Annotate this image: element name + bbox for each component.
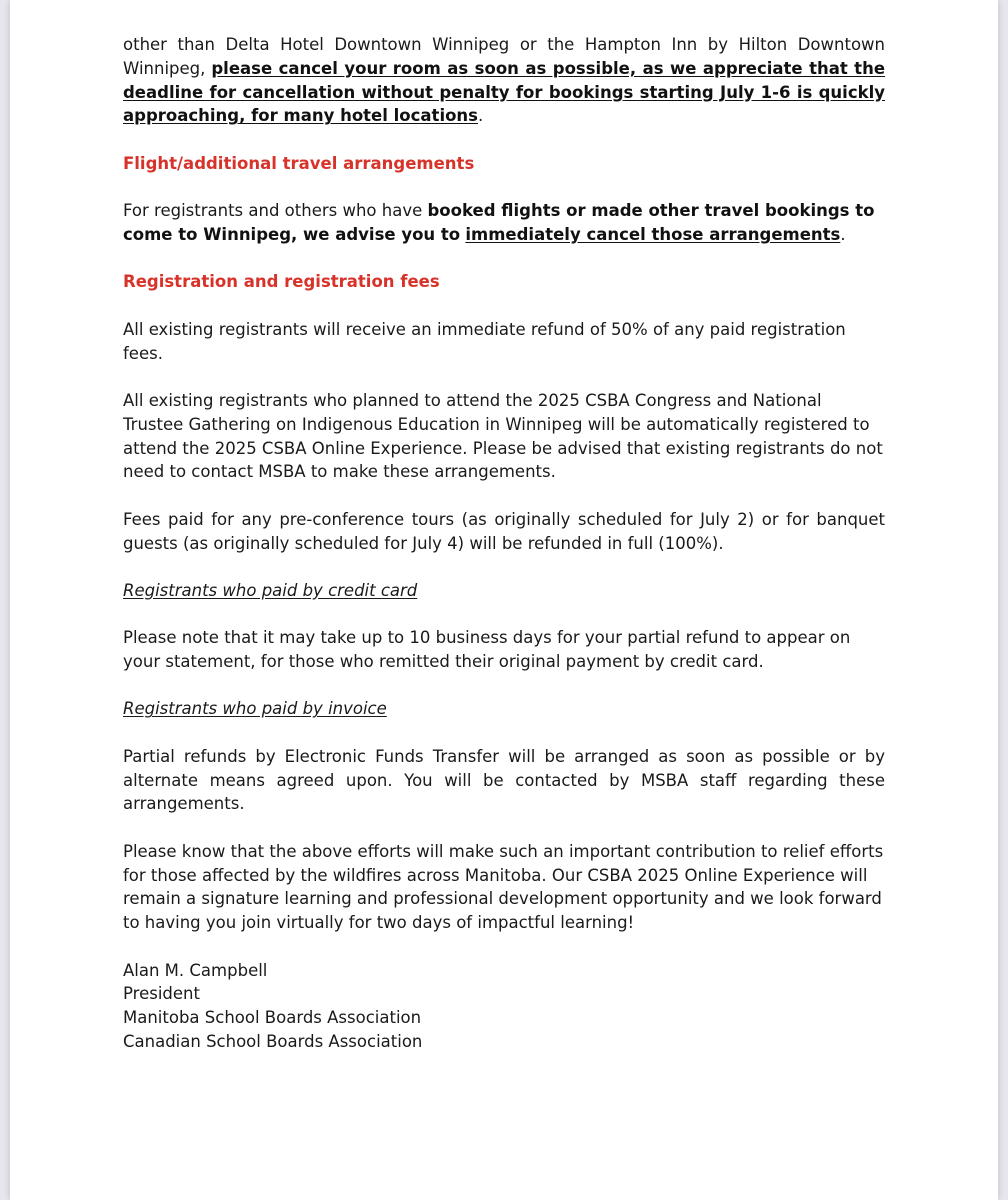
- invoice-subheading-text: Registrants who paid by invoice: [123, 699, 387, 719]
- registration-fees-paragraph: Fees paid for any pre-conference tours (as originally scheduled for July 2) or for banquet guests (as originally scheduled for July 4) will be refunded in full (100%).: [123, 509, 885, 553]
- document-page: [10, 0, 998, 1200]
- flight-end: .: [840, 224, 846, 244]
- hotel-end: .: [478, 106, 484, 126]
- registration-heading: Registration and registration fees: [123, 272, 440, 292]
- letter-body: [123, 33, 885, 1054]
- closing-paragraph: Please know that the above efforts will make such an important contribution to relief efforts for those affected by the wildfires across Manitoba. Our CSBA 2025 Online Experience will remain a signature learning and professional development opportunity and we look forward to having you join virtually for two days of impactful learning!: [123, 841, 884, 933]
- hotel-lead: other than Delta Hotel Downtown Winnipeg or the Hampton Inn by Hilton Downtown Winnipeg,: [123, 35, 885, 78]
- signature-block: [123, 959, 885, 1054]
- invoice-subheading: [123, 697, 885, 721]
- signature-org-msba: Manitoba School Boards Association: [123, 1008, 422, 1028]
- hotel-cancel-notice: please cancel your room as soon as possible, as we appreciate that the deadline for cancellation without penalty for bookings starting July 1-6 is quickly approaching, for many hotel locations: [123, 58, 886, 126]
- credit-card-paragraph: Please note that it may take up to 10 business days for your partial refund to appear on your statement, for those who remitted their original payment by credit card.: [123, 628, 851, 672]
- flight-heading: Flight/additional travel arrangements: [123, 153, 475, 173]
- signature-org-csba: Canadian School Boards Association: [123, 1032, 423, 1052]
- flight-cancel-notice: immediately cancel those arrangements: [465, 224, 841, 244]
- registration-refund-paragraph: All existing registrants will receive an immediate refund of 50% of any paid registration fees.: [123, 319, 846, 363]
- credit-card-subheading: [123, 579, 885, 603]
- signature-name: Alan M. Campbell: [123, 960, 268, 980]
- invoice-paragraph: Partial refunds by Electronic Funds Transfer will be arranged as soon as possible or by alternate means agreed upon. You will be contacted by MSBA staff regarding these arrangements.: [123, 746, 885, 814]
- flight-bold: booked flights or made other travel bookings to come to Winnipeg, we advise you to: [123, 201, 875, 244]
- flight-paragraph: [123, 199, 885, 247]
- hotel-paragraph: [123, 33, 885, 128]
- credit-card-subheading-text: Registrants who paid by credit card: [123, 580, 418, 600]
- signature-title: President: [123, 984, 200, 1004]
- registration-online-paragraph: All existing registrants who planned to attend the 2025 CSBA Congress and National Trustee Gathering on Indigenous Education in Winnipeg will be automatically registered to attend the 2025 CSBA Online Experience. Please be advised that existing registrants do not need to contact MSBA to make these arrangements.: [123, 390, 883, 482]
- flight-lead: For registrants and others who have: [123, 201, 423, 221]
